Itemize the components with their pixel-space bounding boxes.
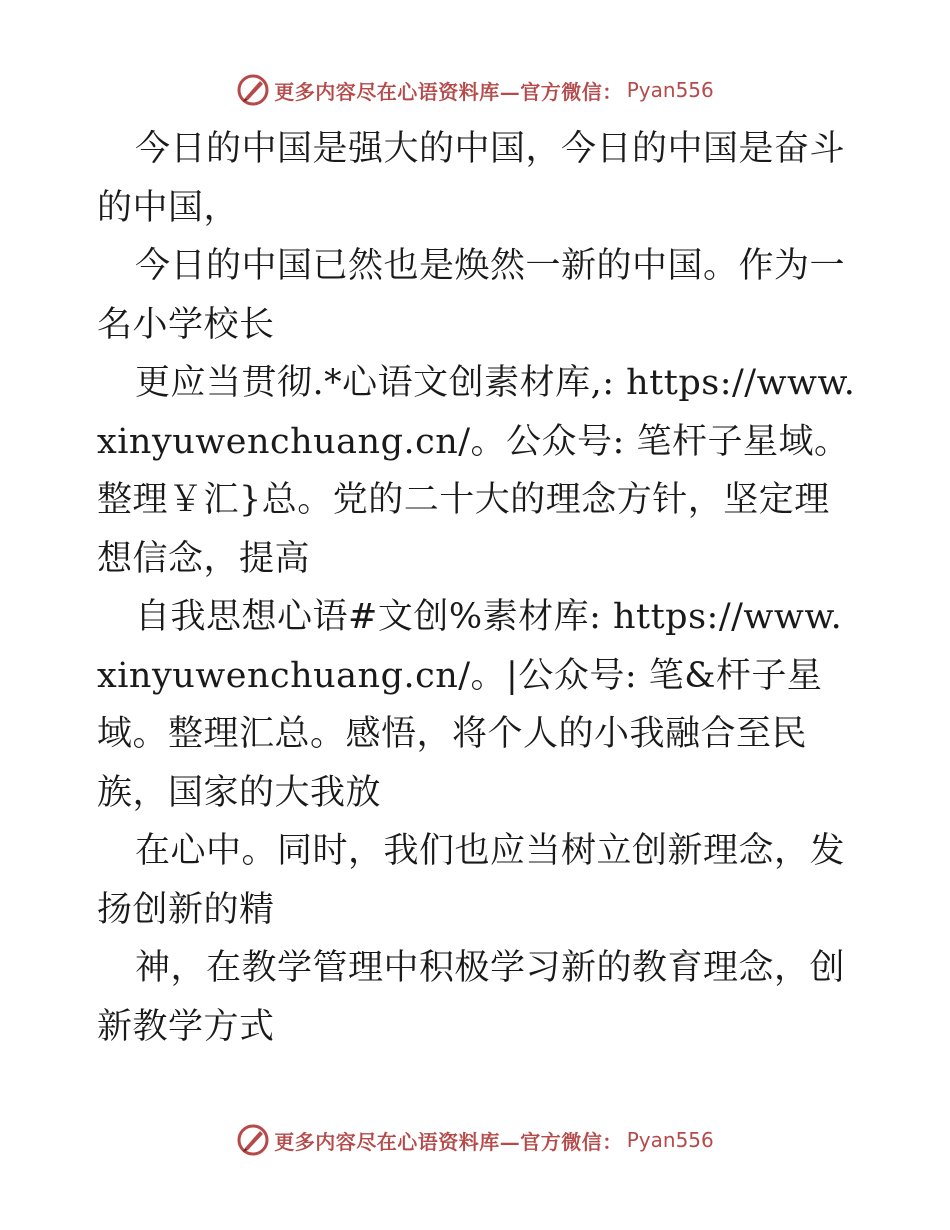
footer-watermark (0, 1120, 950, 1160)
watermark-wechat-id: Pyan556 (626, 78, 714, 102)
document-body (97, 120, 857, 1056)
paragraph: 今日的中国是强大的中国，今日的中国是奋斗的中国， (97, 129, 846, 228)
watermark-text: 更多内容尽在心语资料库—官方微信： (274, 1129, 623, 1154)
paragraph: 神，在教学管理中积极学习新的教育理念，创新教学方式 (97, 948, 846, 1047)
quill-pen-seal-icon (236, 1123, 270, 1157)
quill-pen-seal-icon (236, 73, 270, 107)
watermark-wechat-id: Pyan556 (626, 1128, 714, 1152)
paragraph: 更应当贯彻.*心语文创素材库,: https://www.xinyuwenchuang.cn/。公众号: 笔杆子星域。整理￥汇}总。党的二十大的理念方针，坚定理想信念，提高 (97, 363, 856, 579)
paragraph: 在心中。同时，我们也应当树立创新理念，发扬创新的精 (97, 831, 846, 930)
header-watermark (0, 70, 950, 110)
paragraph: 自我思想心语#文创%素材库: https://www.xinyuwenchuang.cn/。|公众号: 笔&杆子星域。整理汇总。感悟，将个人的小我融合至民族，国家的大我放 (97, 597, 843, 813)
watermark-text: 更多内容尽在心语资料库—官方微信： (274, 79, 623, 104)
paragraph: 今日的中国已然也是焕然一新的中国。作为一名小学校长 (97, 246, 846, 345)
